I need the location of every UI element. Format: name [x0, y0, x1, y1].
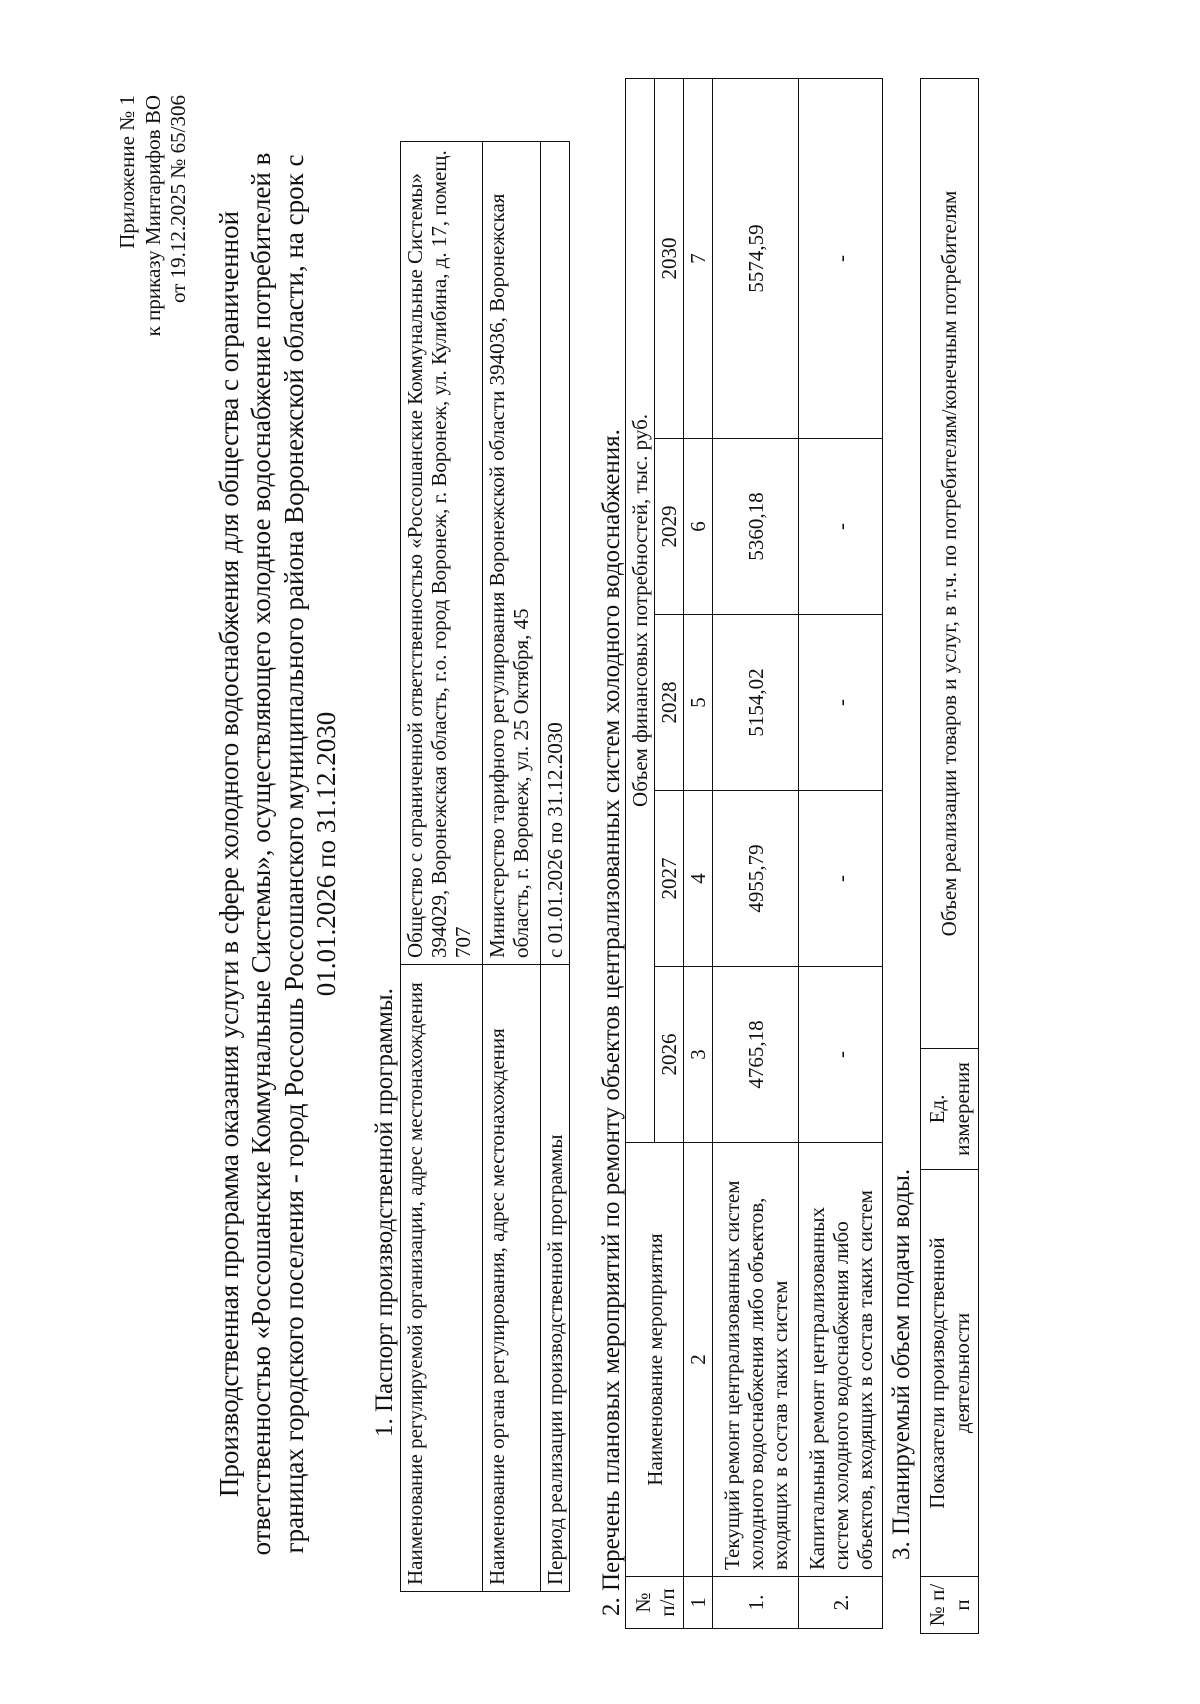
repairs-table — [625, 78, 883, 1629]
annex-block — [115, 95, 192, 336]
passport-label: Наименование регулируемой организации, адрес местонахождения — [401, 965, 483, 1592]
passport-value: с 01.01.2026 по 31.12.2030 — [541, 142, 570, 965]
year-header: 2026 — [655, 967, 684, 1143]
section2-heading: 2. Перечень плановых мероприятий по ремонту объектов централизованных систем холодного водоснабжения. — [598, 429, 625, 1616]
table-row — [799, 78, 883, 1628]
passport-label: Наименование органа регулирования, адрес местонахождения — [483, 965, 541, 1592]
annex-line-3: от 19.12.2025 № 65/306 — [166, 95, 191, 304]
row-value: 5154,02 — [713, 615, 799, 791]
row-value: 5574,59 — [713, 78, 799, 438]
row-value: - — [799, 967, 883, 1143]
annex-line-1: Приложение № 1 — [115, 95, 139, 249]
index-cell: 6 — [684, 439, 713, 615]
row-value: - — [799, 78, 883, 438]
year-header: 2027 — [655, 791, 684, 967]
annex-line-2: к приказу Минтарифов ВО — [140, 95, 165, 337]
col-header-num: № п/п — [921, 1577, 979, 1634]
row-value: - — [799, 615, 883, 791]
col-header-unit: Ед. измерения — [921, 1049, 979, 1170]
index-cell: 5 — [684, 615, 713, 791]
col-header-financial: Объем финансовых потребностей, тыс. руб. — [626, 78, 655, 1142]
passport-value: Министерство тарифного регулирования Воронежской области 394036, Воронежская область, г. Воронеж, ул. 25 Октября, 45 — [483, 142, 541, 965]
col-header-indicator: Показатели производственной деятельности — [921, 1170, 979, 1577]
table-row — [713, 78, 799, 1628]
water-supply-table — [920, 78, 979, 1634]
row-num: 1. — [713, 1577, 799, 1629]
row-name: Капитальный ремонт централизованных систем холодного водоснабжения либо объектов, входящих в состав таких систем — [799, 1143, 883, 1577]
index-cell: 1 — [684, 1577, 713, 1629]
passport-row — [541, 142, 570, 1592]
table-index-row — [684, 78, 713, 1628]
row-name: Текущий ремонт централизованных систем холодного водоснабжения либо объектов, входящих в состав таких систем — [713, 1143, 799, 1577]
index-cell: 2 — [684, 1143, 713, 1577]
index-cell: 7 — [684, 78, 713, 438]
passport-table — [400, 141, 570, 1592]
section3-heading: 3. Планируемый объем подачи воды. — [888, 1168, 915, 1560]
passport-row — [401, 142, 483, 1592]
document-title — [213, 84, 343, 1624]
year-header: 2030 — [655, 78, 684, 438]
col-header-volume: Объем реализации товаров и услуг, в т.ч. по потребителям/конечным потребителям — [921, 79, 979, 1049]
row-value: 4765,18 — [713, 967, 799, 1143]
passport-value: Общество с ограниченной ответственностью «Россошанские Коммунальные Системы» 394029, Воронежская область, г.о. город Воронеж, г. Воронеж, ул. Кулибина, д. 17, помещ. 707 — [401, 142, 483, 965]
title-line-2: ответственностью «Россошанские Коммунальные Системы», осуществляющего холодное водоснабжение потребителей в — [246, 152, 277, 1556]
year-header: 2029 — [655, 439, 684, 615]
title-line-4: 01.01.2026 по 31.12.2030 — [311, 711, 342, 997]
title-line-3: границах городского поселения - город Россошь Россошанского муниципального района Воронежской области, на срок с — [278, 154, 309, 1554]
col-header-num: № п/п — [626, 1577, 684, 1629]
passport-row — [483, 142, 541, 1592]
index-cell: 3 — [684, 967, 713, 1143]
row-value: - — [799, 439, 883, 615]
row-value: 4955,79 — [713, 791, 799, 967]
row-num: 2. — [799, 1577, 883, 1629]
table-header-row — [921, 79, 979, 1634]
passport-label: Период реализации производственной программы — [541, 965, 570, 1592]
row-value: 5360,18 — [713, 439, 799, 615]
col-header-name: Наименование мероприятия — [626, 1143, 684, 1577]
table-header-row — [626, 78, 655, 1628]
section1-heading: 1. Паспорт производственной программы. — [371, 988, 398, 1437]
year-header: 2028 — [655, 615, 684, 791]
index-cell: 4 — [684, 791, 713, 967]
title-line-1: Производственная программа оказания услуги в сфере холодного водоснабжения для общества с ограниченной — [214, 210, 244, 1498]
row-value: - — [799, 791, 883, 967]
